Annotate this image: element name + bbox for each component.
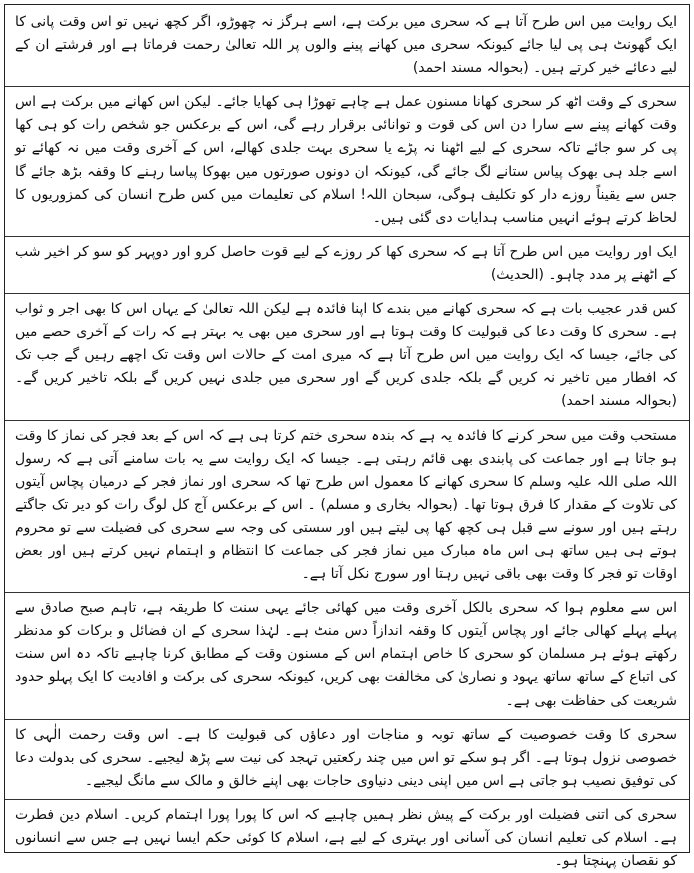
paragraph-divider: [5, 420, 689, 421]
paragraph-divider: [5, 799, 689, 800]
paragraph-4: کس قدر عجیب بات ہے کہ سحری کھانے میں بندے کا اپنا فائدہ ہے لیکن اللہ تعالیٰ کے یہاں اس کا بھی اجر و ثواب ہے۔ سحری کا وقت دعا کی قبولیت کا وقت ہوتا ہے اور سحری میں بھی یہ بہتر ہے کہ رات کے آخری حصے میں کی جائے، جیسا کہ ایک روایت میں اس طرح آتا ہے کہ میری امت کے حالات اس وقت تک اچھے رہیں گے جب تک کہ افطار میں تاخیر نہ کریں گے بلکہ جلدی کریں گے اور سحری میں جلدی نہیں کریں گے بلکہ تاخیر کریں گے۔ (بحوالہ مسند احمد): [15, 301, 677, 410]
paragraph-3: ایک اور روایت میں اس طرح آتا ہے کہ سحری کھا کر روزے کے لیے قوت حاصل کرو اور دوپہر کو سو کر اخیر شب کے اٹھنے پر مدد چاہو۔ (الحدیث): [15, 243, 677, 283]
paragraph-divider: [5, 86, 689, 87]
paragraph-divider: [5, 592, 689, 593]
paragraph-divider: [5, 236, 689, 237]
paragraph-divider: [5, 719, 689, 720]
paragraph-6: اس سے معلوم ہوا کہ سحری بالکل آخری وقت میں کھائی جائے یہی سنت کا طریقہ ہے، تاہم صبح صادق سے پہلے پہلے کھالی جائے اور پچاس آیتوں کا وقفہ اندازاً دس منٹ ہے۔ لہٰذا سحری کے ان فضائل و برکات کو مدنظر رکھتے ہوئے ہر مسلمان کو سحری کا خاص اہتمام اس کے مسنون وقت کے مطابق کرنا چاہیے تاکہ دہ اس سنت کی اتباع کے ساتھ ساتھ یہود و نصاریٰ کی مخالفت بھی کریں، کیونکہ سحری کی برکت و افادیت کا ایک پہلو حدود شریعت کی حفاظت بھی ہے۔: [15, 600, 677, 709]
paragraph-7: سحری کا وقت خصوصیت کے ساتھ توبہ و مناجات اور دعاؤں کی قبولیت کا ہے۔ اس وقت رحمت الٰہی کا خصوصی نزول ہوتا ہے۔ اگر ہو سکے تو اس میں چند رکعتیں تہجد کی نیت سے پڑھ لیجیے۔ سحری کی بدولت دعا کی توفیق نصیب ہو جاتی ہے اس میں اپنی دینی دنیاوی حاجات بھی اپنے خالق و مالک سے مانگ لیجیے۔: [15, 726, 677, 789]
paragraph-2: سحری کے وقت اٹھ کر سحری کھانا مسنون عمل ہے چاہے تھوڑا ہی کھایا جائے۔ لیکن اس کھانے میں برکت ہے اس وقت کھانے پینے سے سارا دن اس کی قوت و توانائی برقرار رہے گی، اس کے برعکس جو شخص رات کو ہی کھا پی کر سو جائے تاکہ سحری کے لیے اٹھنا نہ پڑے یا سحری بہت جلدی کھالے، اس کے آخری وقت میں نہ کھائے تو اسے جلد ہی بھوک پیاس ستانے لگ جائے گی، کیونکہ ان دونوں صورتوں میں بھوکا پیاسا رہنے کا وقفہ بڑھ جائے گا جس سے یقیناً روزے دار کو تکلیف ہوگی، سبحان اللہ! اسلام کی تعلیمات میں کس طرح انسان کی کمزوریوں کا لحاظ کرتے ہوئے انہیں مناسب ہدایات دی گئی ہیں۔: [15, 94, 677, 226]
paragraph-divider: [5, 293, 689, 294]
paragraph-1: ایک روایت میں اس طرح آتا ہے کہ سحری میں برکت ہے، اسے ہرگز نہ چھوڑو، اگر کچھ نہیں تو اس وقت پانی کا ایک گھونٹ ہی پی لیا جائے کیونکہ سحری میں کھانے پینے والوں پر اللہ تعالیٰ رحمت فرماتا ہے اور فرشتے ان کے لیے دعائے خیر کرتے ہیں۔ (بحوالہ مسند احمد): [15, 14, 677, 77]
paragraph-5: مستحب وقت میں سحر کرنے کا فائدہ یہ ہے کہ بندہ سحری ختم کرتا ہی ہے کہ اس کے بعد فجر کی نماز کا وقت ہو جاتا ہے اور جماعت کی پابندی بھی قائم رہتی ہے۔ جیسا کہ ایک روایت سے یہ بات سامنے آتی ہے کہ رسول اللہ صلی اللہ علیہ وسلم کا سحری کھانے کا معمول اس طرح تھا کہ سحری اور نماز فجر کے درمیان پچاس آیتوں کی تلاوت کے مقدار کا فرق ہوتا تھا۔ (بحوالہ بخاری و مسلم) ۔ اس کے برعکس آج کل لوگ رات کو دیر تک جاگتے رہتے ہیں اور سونے سے قبل ہی کچھ کھا پی لیتے ہیں اور سستی کی وجہ سے سحری کی فضیلت سے تو محروم ہوتے ہی ہیں ساتھ ہی اس ماہ مبارک میں نماز فجر کی جماعت کا انتظام و اہتمام نہیں کرتے ہیں اور بعض اوقات تو فجر کا وقت بھی باقی نہیں رہتا اور سورج نکل آتا ہے۔: [15, 427, 677, 583]
paragraph-8: سحری کی اتنی فضیلت اور برکت کے پیش نظر ہمیں چاہیے کہ اس کا پورا پورا اہتمام کریں۔ اسلام دین فطرت ہے۔ اسلام کی تعلیم انسان کی آسانی اور بہتری کے لیے ہے، اسلام کا کوئی حکم ایسا نہیں ہے جس سے انسانوں کو نقصان پہنچتا ہو۔: [15, 806, 677, 870]
document-page: [4, 4, 690, 870]
